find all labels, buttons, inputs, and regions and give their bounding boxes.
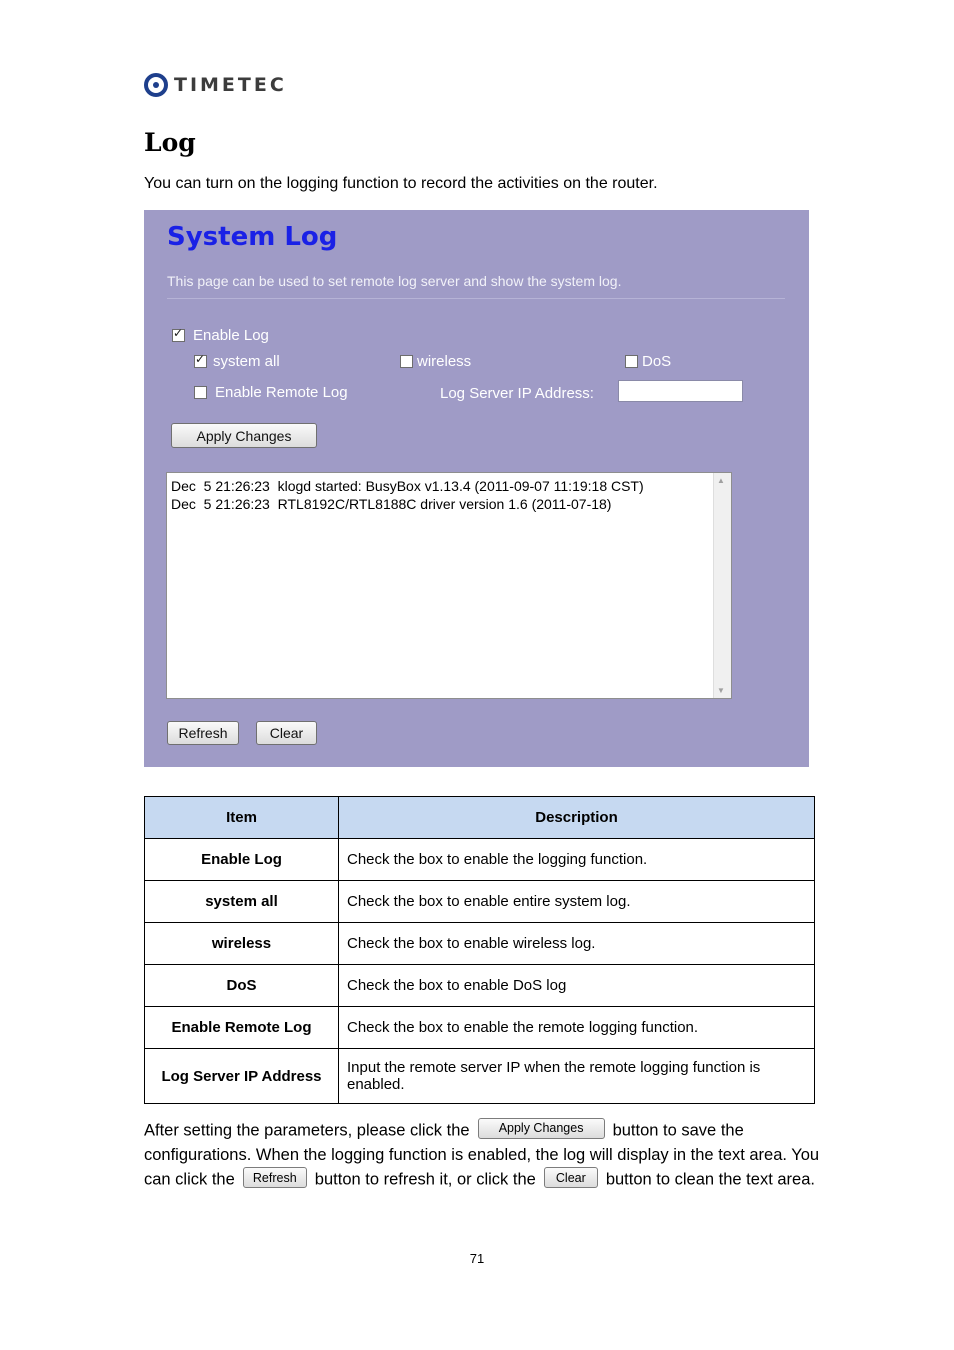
enable-remote-log-row [194,384,348,401]
system-log-description: This page can be used to set remote log server and show the system log. [167,273,622,289]
log-server-ip-input[interactable] [618,380,743,402]
log-server-ip-label: Log Server IP Address: [440,385,594,402]
scroll-down-arrow-icon[interactable]: ▼ [717,686,725,695]
enable-log-checkbox[interactable] [172,329,185,342]
table-cell-description: Check the box to enable DoS log [339,965,815,1007]
table-cell-description: Check the box to enable entire system log. [339,881,815,923]
table-row [145,881,815,923]
dos-row [625,353,671,370]
log-line: Dec 5 21:26:23 klogd started: BusyBox v1.13.4 (2011-09-07 11:19:18 CST) [171,478,644,494]
inline-clear-button: Clear [544,1167,598,1188]
system-all-row [194,353,280,370]
system-all-checkbox[interactable] [194,355,207,368]
system-all-label: system all [213,353,280,370]
table-row [145,839,815,881]
instructions-text: button to clean the text area. [605,1170,815,1189]
enable-remote-log-checkbox[interactable] [194,386,207,399]
inline-refresh-button: Refresh [243,1167,307,1188]
table-header-row [145,797,815,839]
instructions-paragraph [144,1118,824,1192]
timetec-ring-icon [144,73,168,97]
dos-checkbox[interactable] [625,355,638,368]
table-cell-description: Check the box to enable wireless log. [339,923,815,965]
enable-log-row [172,327,269,344]
column-header-item: Item [145,797,339,839]
refresh-button[interactable]: Refresh [167,721,239,745]
inline-apply-changes-button: Apply Changes [478,1118,605,1139]
table-row [145,1007,815,1049]
log-text-area[interactable] [166,472,732,699]
dos-label: DoS [642,353,672,370]
instructions-text: button to refresh it, or click the [314,1170,536,1189]
enable-remote-log-label: Enable Remote Log [215,384,348,401]
table-cell-description: Input the remote server IP when the remote logging function is enabled. [339,1049,815,1104]
table-cell-item: DoS [145,965,339,1007]
scroll-up-arrow-icon[interactable]: ▲ [717,476,725,485]
wireless-row [400,353,471,370]
table-cell-description: Check the box to enable the logging function. [339,839,815,881]
table-cell-item: Log Server IP Address [145,1049,339,1104]
instructions-text: After setting the parameters, please click the [144,1121,470,1140]
wireless-label: wireless [417,353,472,370]
system-log-title: System Log [167,222,338,252]
section-heading: Log [144,128,196,157]
table-row [145,1049,815,1104]
table-cell-item: system all [145,881,339,923]
table-cell-item: Enable Remote Log [145,1007,339,1049]
timetec-logo [144,68,287,102]
description-table [144,796,815,1104]
clear-button[interactable]: Clear [256,721,317,745]
enable-log-label: Enable Log [193,327,269,344]
table-cell-item: wireless [145,923,339,965]
log-line: Dec 5 21:26:23 RTL8192C/RTL8188C driver version 1.6 (2011-07-18) [171,496,612,512]
table-row [145,923,815,965]
log-lines [171,477,644,513]
instructions-text: button to save the configurations. When the logging function is enabled, the log will display in the text area. You can click the [144,1121,820,1189]
divider [167,298,785,299]
log-scrollbar[interactable] [713,473,731,698]
system-log-screenshot [144,210,809,767]
wireless-checkbox[interactable] [400,355,413,368]
table-row [145,965,815,1007]
logo-text: TIMETEC [174,74,287,96]
apply-changes-button[interactable]: Apply Changes [171,423,317,448]
intro-paragraph: You can turn on the logging function to record the activities on the router. [144,175,658,192]
table-cell-description: Check the box to enable the remote logging function. [339,1007,815,1049]
page-number: 71 [469,1251,485,1266]
column-header-description: Description [339,797,815,839]
table-cell-item: Enable Log [145,839,339,881]
